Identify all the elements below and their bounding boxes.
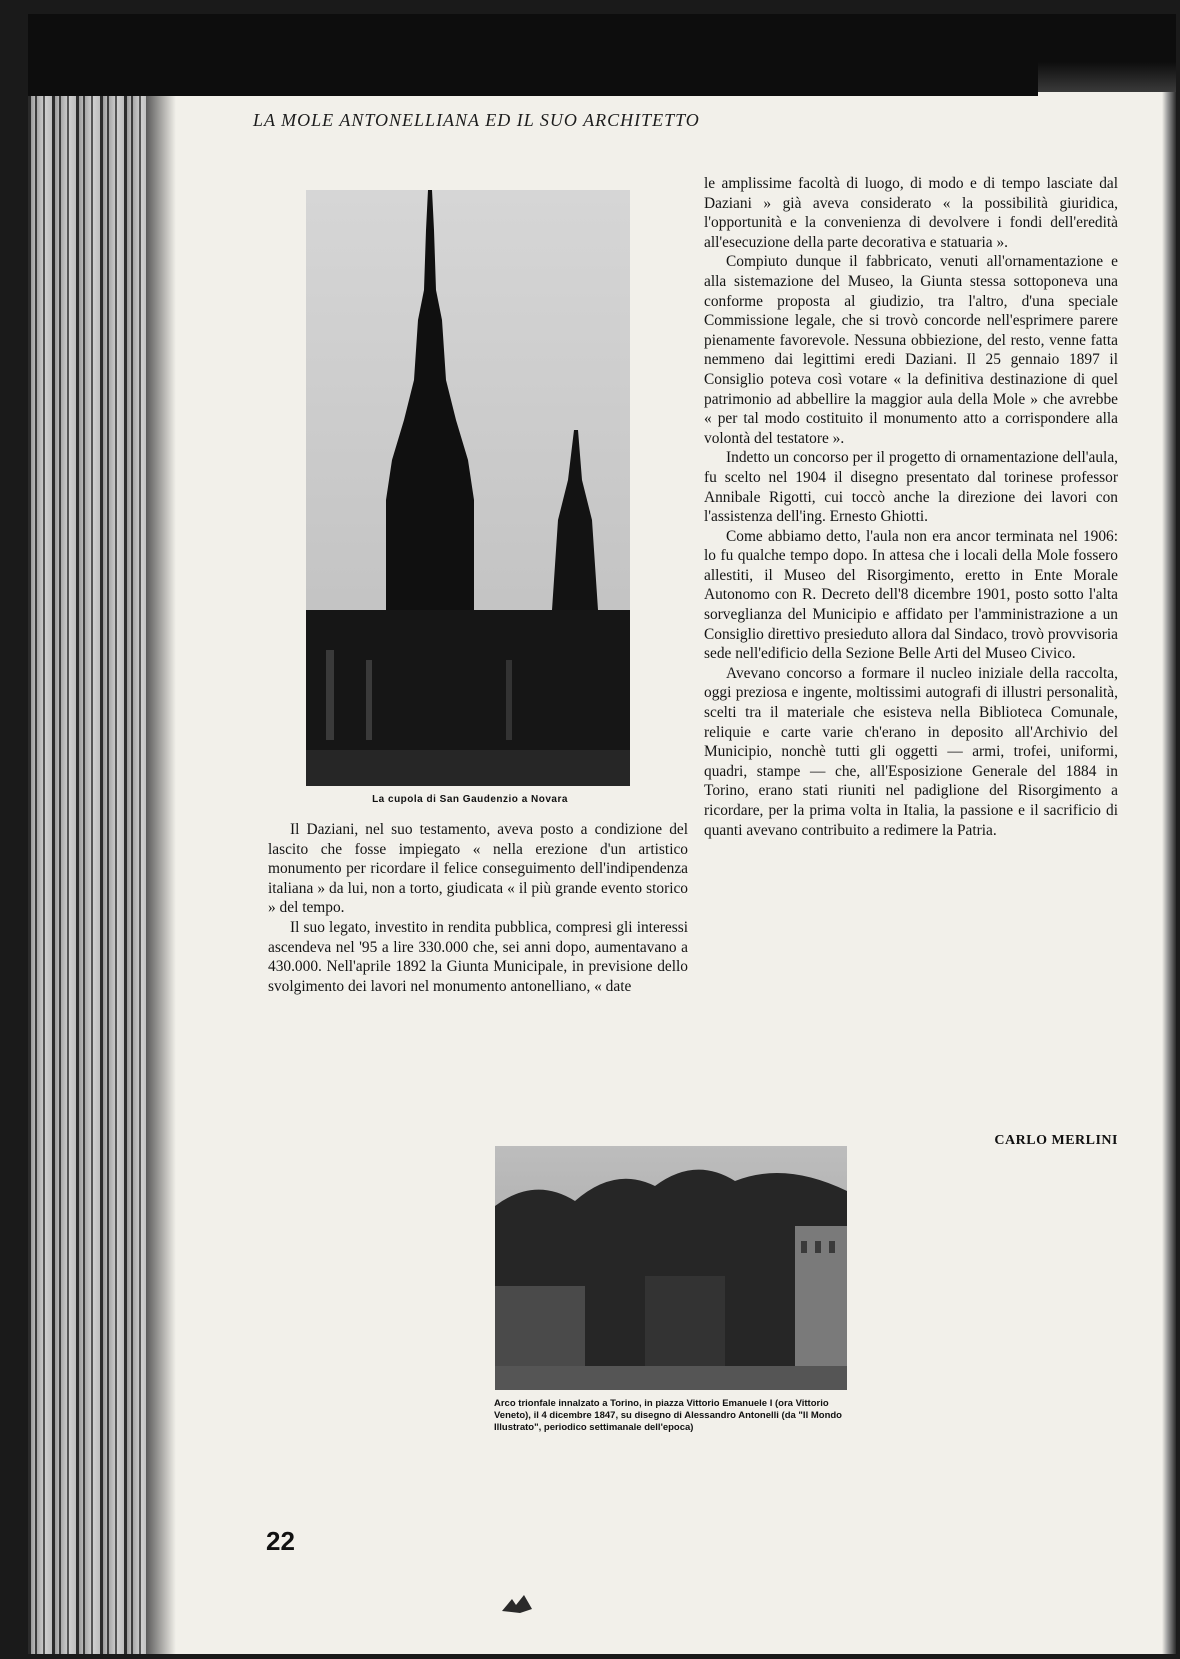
right-paragraph-4: Avevano concorso a formare il nucleo iniziale della raccolta, oggi preziosa e ingente, moltissimi autografi di illustri personalità, scelti tra il materiale che esisteva nella Biblioteca Comunale, reliquie e carte varie ch'erano in deposito all'Archivio del Municipio, nonchè tutti gli oggetti — armi, trofei, uniformi, quadri, stampe — che, all'Esposizione Generale del 1884 in Torino, erano stati riuniti nel padiglione del Risorgimento a ricordare, per la prima volta in Italia, la passione e il sacrificio di quanti avevano contribuito a redimere la Patria. — [704, 664, 1118, 839]
book-binding-edge — [28, 96, 146, 1654]
right-paragraph-3: Come abbiamo detto, l'aula non era ancor terminata nel 1906: lo fu qualche tempo dopo. In attesa che i locali della Mole fossero allestiti, il Museo del Risorgimento, eretto in Ente Morale Autonomo con R. Decreto dell'8 dicembre 1901, posto sotto l'alta sorveglianza del Municipio e affidato per l'amministrazione a un Consiglio direttivo presieduto allora dal Sindaco, trovò provvisoria sede nell'edificio della Sezione Belle Arti del Museo Civico. — [704, 527, 1118, 663]
arch-caption: Arco trionfale innalzato a Torino, in piazza Vittorio Emanuele I (ora Vittorio Veneto), il 4 dicembre 1847, su disegno di Alessandro Antonelli (da "Il Mondo Illustrato", periodico settimanale dell'epoca) — [494, 1398, 842, 1433]
cupola-photo — [306, 190, 630, 786]
running-head: LA MOLE ANTONELLIANA ED IL SUO ARCHITETTO — [253, 110, 700, 130]
arch-photo — [495, 1146, 847, 1390]
cupola-caption: La cupola di San Gaudenzio a Novara — [372, 794, 568, 805]
author-signature: CARLO MERLINI — [994, 1133, 1118, 1148]
scan-top-border — [28, 14, 1038, 96]
scan-top-border-right — [1038, 14, 1176, 62]
right-column — [704, 174, 1118, 840]
right-paragraph-2: Indetto un concorso per il progetto di ornamentazione dell'aula, fu scelto nel 1904 il disegno presentato dal torinese professor Annibale Rigotti, cui toccò anche la direzione dei lavori con l'assistenza dell'ing. Ernesto Ghiotti. — [704, 449, 1118, 526]
scan-right-edge — [1162, 92, 1176, 1654]
cupola-silhouette — [306, 190, 630, 786]
left-column — [268, 820, 688, 996]
arch-scene — [495, 1146, 847, 1390]
left-paragraph-2: Il suo legato, investito in rendita pubblica, compresi gli interessi ascendeva nel '95 a lire 330.000 che, sei anni dopo, aumentavano a 430.000. Nell'aprile 1892 la Giunta Municipale, in previsione dello svolgimento dei lavori nel monumento antonelliano, « date — [268, 918, 688, 995]
ink-smudge — [498, 1591, 536, 1617]
left-paragraph-1: Il Daziani, nel suo testamento, aveva posto a condizione del lascito che fosse impiegato « nella erezione d'un artistico monumento per ricordare il felice conseguimento dell'indipendenza italiana » da lui, non a torto, giudicata « il più grande evento storico » del tempo. — [268, 821, 688, 917]
scanned-page — [28, 14, 1176, 1654]
right-continuation: le amplissime facoltà di luogo, di modo e di tempo lasciate dal Daziani » già aveva considerato « la possibilità giuridica, l'opportunità e la convenienza di devolvere i fondi dell'eredità all'esecuzione della parte decorativa e statuaria ». — [704, 175, 1118, 251]
gutter-shadow — [146, 96, 176, 1654]
page-number: 22 — [266, 1526, 295, 1556]
right-paragraph-1: Compiuto dunque il fabbricato, venuti all'ornamentazione e alla sistemazione del Museo, la Giunta stessa sottoponeva una conforme proposta al giudizio, tra l'altro, d'una speciale Commissione legale, che si trovò concorde nell'esprimere parere pienamente favorevole. Nessuna obbiezione, del resto, venne fatta nemmeno dai legittimi eredi Daziani. Il 25 gennaio 1897 il Consiglio poteva così votare « la definitiva destinazione di quel patrimonio ad abbellire la maggior aula della Mole » che avrebbe « per tal modo costituito il monumento atto a corrispondere alla volontà del testatore ». — [704, 253, 1118, 447]
scan-top-shadow — [1038, 62, 1176, 92]
